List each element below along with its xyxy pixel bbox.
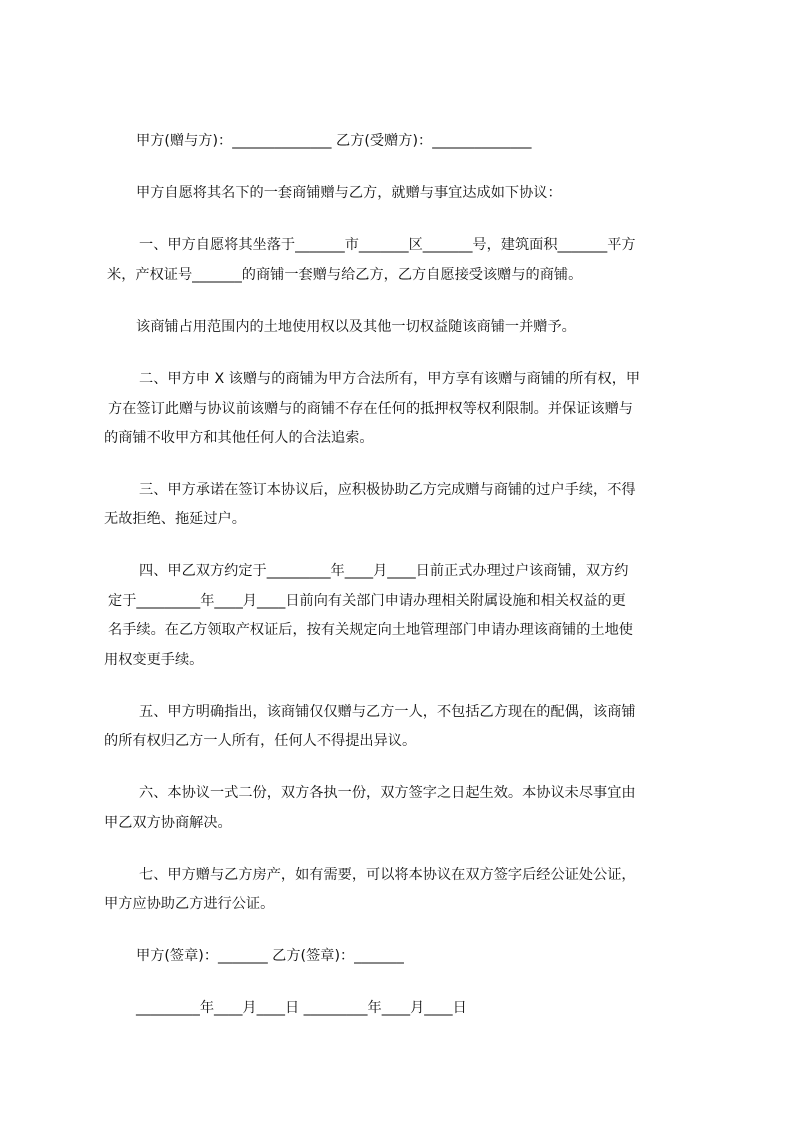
clause-6-line-2: 甲乙双方协商解决。: [104, 815, 232, 831]
clause-1-note: 该商铺占用范围内的土地使用权以及其他一切权益随该商铺一并赠予。: [136, 319, 576, 335]
signature-line: 甲方(签章)：_______ 乙方(签章)：_______: [136, 948, 404, 964]
clause-3-line-2: 无故拒绝、拖延过户。: [104, 511, 246, 527]
clause-4-line-2: 定于_________年____月____日前向有关部门申请办理相关附属设施和相关权益的更: [108, 593, 626, 609]
clause-3-line-1: 三、甲方承诺在签订本协议后，应积极协助乙方完成赠与商铺的过户手续，不得: [139, 482, 636, 498]
intro-paragraph: 甲方自愿将其名下的一套商铺赠与乙方，就赠与事宜达成如下协议：: [136, 185, 562, 201]
clause-1-line-1: 一、甲方自愿将其坐落于_______市_______区_______号，建筑面积_______平方: [139, 237, 636, 253]
clause-1-line-2: 米，产权证号_______的商铺一套赠与给乙方，乙方自愿接受该赠与的商铺。: [107, 267, 583, 283]
clause-2-line-2: 方在签订此赠与协议前该赠与的商铺不存在任何的抵押权等权利限制。并保证该赠与: [108, 401, 633, 417]
clause-2-line-1: 二、甲方申 X 该赠与的商铺为甲方合法所有，甲方享有该赠与商铺的所有权，甲: [139, 371, 641, 387]
clause-6-line-1: 六、本协议一式二份，双方各执一份，双方签字之日起生效。本协议未尽事宜由: [139, 785, 636, 801]
clause-4-line-4: 用权变更手续。: [104, 652, 204, 668]
clause-4-line-3: 名手续。在乙方领取产权证后，按有关规定向土地管理部门申请办理该商铺的土地使: [108, 622, 633, 638]
clause-2-line-3: 的商铺不收甲方和其他任何人的合法追索。: [104, 430, 374, 446]
clause-7-line-1: 七、甲方赠与乙方房产，如有需要，可以将本协议在双方签字后经公证处公证，: [139, 867, 636, 883]
clause-5-line-1: 五、甲方明确指出，该商铺仅仅赠与乙方一人，不包括乙方现在的配偶，该商铺: [139, 704, 636, 720]
date-line: _________年____月____日 _________年____月____日: [136, 1000, 467, 1016]
clause-5-line-2: 的所有权归乙方一人所有，任何人不得提出异议。: [104, 733, 417, 749]
clause-7-line-2: 甲方应协助乙方进行公证。: [104, 896, 275, 912]
clause-4-line-1: 四、甲乙双方约定于_________年____月____日前正式办理过户该商铺，双方约: [139, 563, 629, 579]
parties-line: 甲方(赠与方)：______________ 乙方(受赠方)：______________: [136, 133, 532, 149]
